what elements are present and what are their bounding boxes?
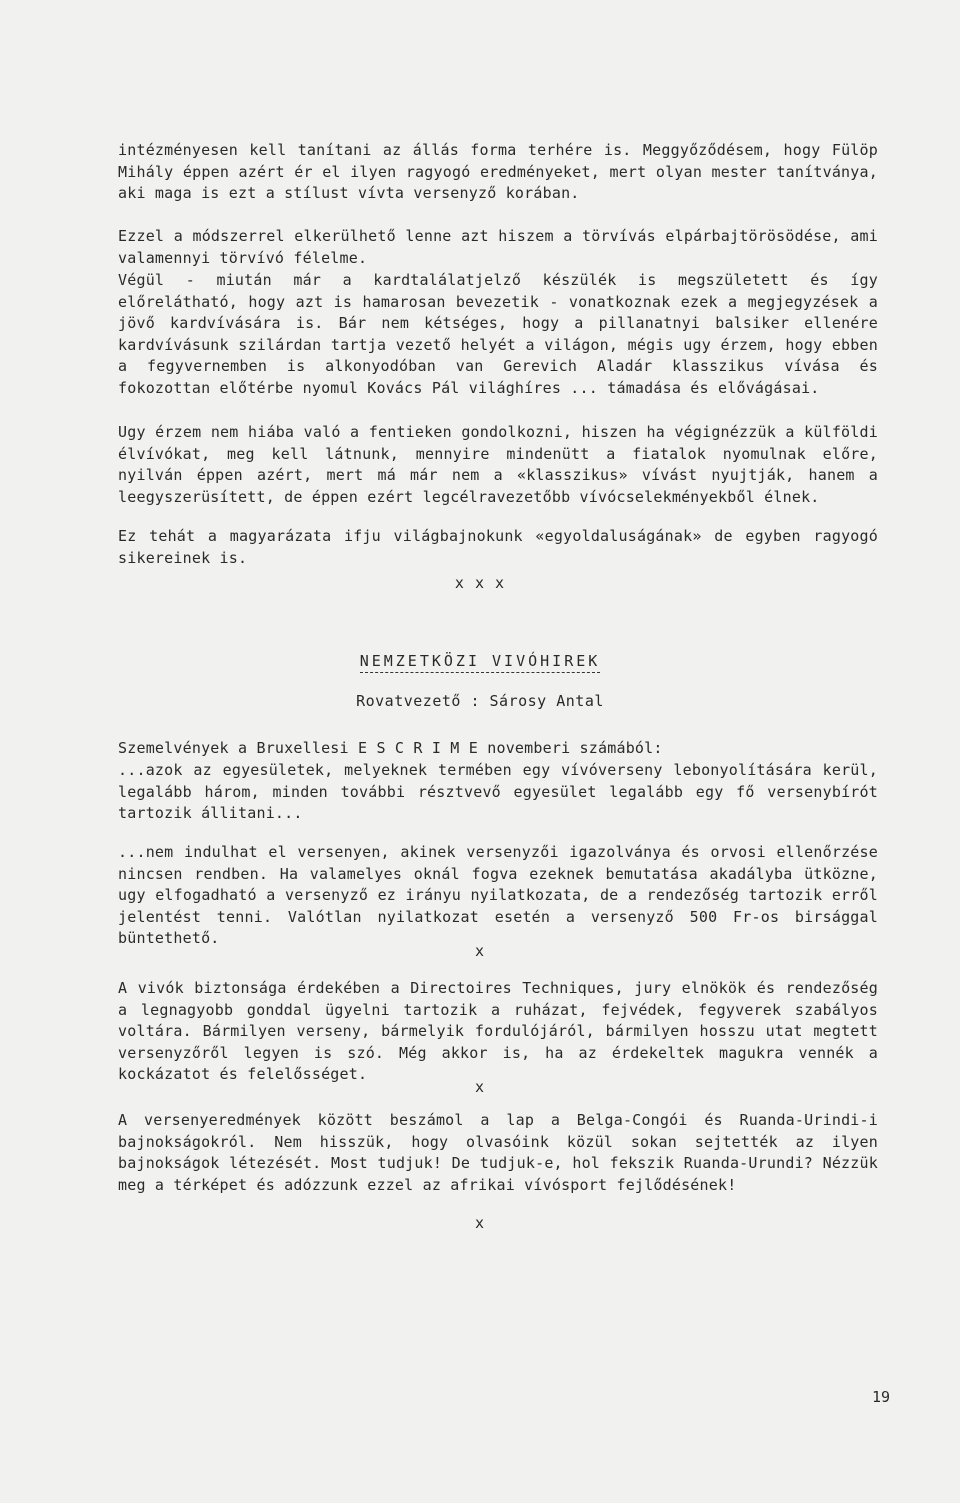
paragraph-safety: A vivók biztonsága érdekében a Directoires Techniques, jury elnökök és rendezőség a legnagyobb gonddal ügyelni tartozik a ruházat, fejvédek, fegyverek szabályos voltára. Bármilyen verseny, bármelyik fordulójáról, bármilyen hosszu utat megtett versenyzőről legyen is szó. Még akkor is, ha az érdekeltek magukra vennék a kockázatot és felelősséget. <box>118 979 878 1083</box>
paragraph-method: Ezzel a módszerrel elkerülhető lenne azt hiszem a törvívás elpárbajtörösödése, ami valamennyi törvívó félelme. <box>118 227 878 267</box>
paragraph-intro: intézményesen kell tanítani az állás forma terhére is. Meggyőződésem, hogy Fülöp Mihály éppen azért ér el ilyen ragyogó eredményeket, mert olyan mester tanítványa, aki maga is ezt a stílust vívta versenyző korában. <box>118 141 878 202</box>
separator-x-2: x <box>474 1078 486 1096</box>
paragraph-excerpts-intro: Szemelvények a Bruxellesi E S C R I M E novemberi számából: <box>118 739 663 757</box>
page-number: 19 <box>871 1388 890 1406</box>
separator-x-3: x <box>474 1214 486 1232</box>
paragraph-clubs-rule: ...azok az egyesületek, melyeknek termében egy vívóverseny lebonyolítására kerül, legalább három, minden további résztvevő egyesület legalább egy fő versenybírót tartozik állitani... <box>118 761 878 822</box>
paragraph-young-fencers: Ugy érzem nem hiába való a fentieken gondolkozni, hiszen ha végignézzük a külföldi élvívókat, meg kell látnunk, mennyire mindenütt a fiatalok nyomulnak előre, nyilván éppen azért, mert má már nem a «klasszikus» vívást nyujtják, hanem a leegyszerüsített, de éppen ezért legcélravezetőbb vívócselekményekből élnek. <box>118 423 878 506</box>
separator-xxx: x x x <box>454 574 506 592</box>
paragraph-results: A versenyeredmények között beszámol a lap a Belga-Congói és Ruanda-Urindi-i bajnokságokról. Nem hisszük, hogy olvasóink közül sokan sejtették az ilyen bajnokságok létezését. Most tudjuk! De tudjuk-e, hol fekszik Ruanda-Urundi? Nézzük meg a térképet és adózzunk ezzel az afrikai vívósport fejlődésének! <box>118 1111 878 1194</box>
paragraph-license-rule: ...nem indulhat el versenyen, akinek versenyzői igazolványa és orvosi ellenőrzése nincsen rendben. Ha valamelyes oknál fogva ezeknek bemutatása akadályba ütközne, ugy elfogadható a versenyző ez irányu nyilatkozata, de a rendezőség tartozik erről jelentést tenni. Valótlan nyilatkozat esetén a versenyző 500 Fr-os birsággal büntethető. <box>118 843 878 947</box>
editor-line: Rovatvezető : Sárosy Antal <box>356 692 604 710</box>
separator-x-1: x <box>474 942 486 960</box>
paragraph-conclusion: Ez tehát a magyarázata ifju világbajnokunk «egyoldaluságának» de egyben ragyogó sikereinek is. <box>118 527 878 567</box>
section-heading <box>0 652 960 670</box>
section-title: NEMZETKÖZI VIVÓHIREK <box>360 652 601 673</box>
paragraph-sabre: Végül - miután már a kardtalálatjelző készülék is megszületett és így előrelátható, hogy azt is hamarosan bevezetik - vonatkoznak ezek a megjegyzések a jövő kardvívására is. Bár nem kétséges, hogy a pillanatnyi balsiker ellenére kardvívásunk szilárdan tartja vezető helyét a világon, mégis ugy érzem, hogy ebben a fegyvernemben is alkonyodóban van Gerevich Aladár klasszikus vívása és fokozottan előtérbe nyomul Kovács Pál világhíres ... támadása és elővágásai. <box>118 271 878 397</box>
